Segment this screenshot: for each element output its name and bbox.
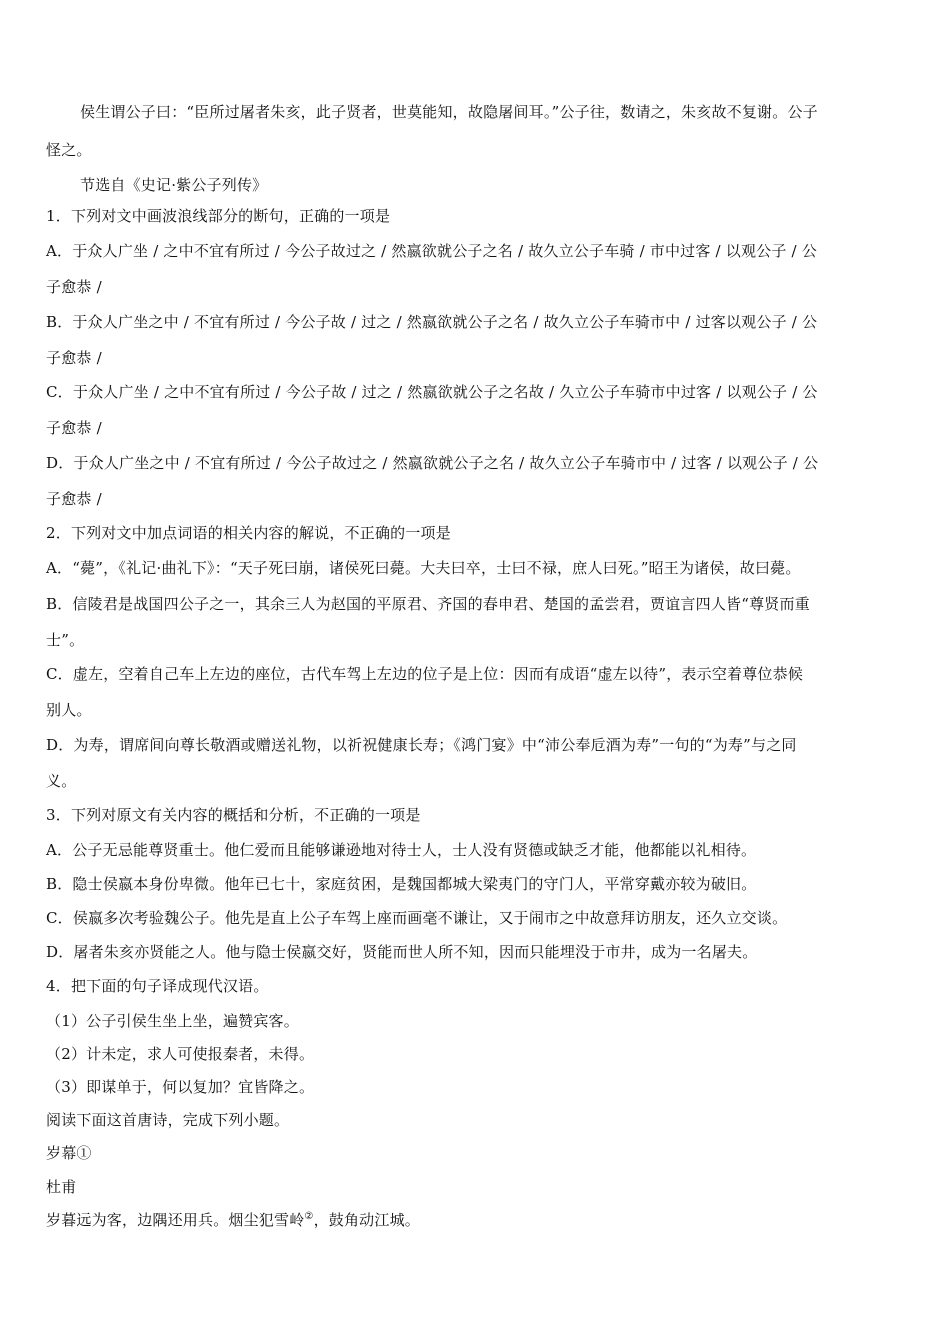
q1-option-a-cont: 子愈恭 / <box>46 278 102 296</box>
footnote-marker: ② <box>304 1211 314 1222</box>
q4-sentence-3: （3）即谋单于，何以复加？宜皆降之。 <box>46 1078 315 1096</box>
q2-option-c: C．虚左，空着自己车上左边的座位，古代车驾上左边的位子是上位：因而有成语“虚左以待”，表示空着尊位恭候 <box>46 665 804 683</box>
q4-sentence-2: （2）计未定，求人可使报秦者，未得。 <box>46 1045 315 1063</box>
poem-title: 岁幕① <box>46 1144 92 1162</box>
q3-option-c: C．侯嬴多次考验魏公子。他先是直上公子车驾上座而画毫不谦让，又于闹市之中故意拜访朋友，还久立交谈。 <box>46 909 788 927</box>
poem-author: 杜甫 <box>46 1178 77 1196</box>
q2-option-b: B．信陵君是战国四公子之一，其余三人为赵国的平原君、齐国的春申君、楚国的孟尝君，贾谊言四人皆“尊贤而重 <box>46 595 810 613</box>
q3-option-a: A．公子无忌能尊贤重士。他仁爱而且能够谦逊地对待士人，士人没有贤德或缺乏才能，他都能以礼相待。 <box>46 841 757 859</box>
passage-source: 节选自《史记·紫公子列传》 <box>80 176 268 194</box>
q1-option-d-cont: 子愈恭 / <box>46 490 102 508</box>
q1-option-b: B．于众人广坐之中 / 不宜有所过 / 今公子故 / 过之 / 然嬴欲就公子之名 / 故久立公子车骑市中 / 过客以观公子 / 公 <box>46 313 818 331</box>
question-4-stem: 4．把下面的句子译成现代汉语。 <box>46 977 269 995</box>
question-2-stem: 2．下列对文中加点词语的相关内容的解说，不正确的一项是 <box>46 524 451 542</box>
passage-line: 侯生谓公子曰：“臣所过屠者朱亥，此子贤者，世莫能知，故隐屠间耳。”公子往，数请之，朱亥故不复谢。公子 <box>80 103 818 121</box>
question-1-stem: 1．下列对文中画波浪线部分的断句，正确的一项是 <box>46 207 391 225</box>
q2-option-d-cont: 义。 <box>46 772 77 790</box>
q1-option-d: D．于众人广坐之中 / 不宜有所过 / 今公子故过之 / 然嬴欲就公子之名 / 故久立公子车骑市中 / 过客 / 以观公子 / 公 <box>46 454 819 472</box>
q2-option-a: A．“薨”，《礼记·曲礼下》：“天子死曰崩，诸侯死曰薨。大夫曰卒，士曰不禄，庶人曰死。”昭王为诸侯，故曰薨。 <box>46 559 801 577</box>
q4-sentence-1: （1）公子引侯生坐上坐，遍赞宾客。 <box>46 1012 299 1030</box>
poem-line-1-part-a: 岁暮远为客，边隅还用兵。烟尘犯雪岭 <box>46 1211 305 1229</box>
q2-option-c-cont: 别人。 <box>46 701 92 719</box>
poem-intro: 阅读下面这首唐诗，完成下列小题。 <box>46 1111 290 1129</box>
poem-line-1 <box>46 1210 420 1230</box>
q1-option-b-cont: 子愈恭 / <box>46 349 102 367</box>
q1-option-a: A．于众人广坐 / 之中不宜有所过 / 今公子故过之 / 然嬴欲就公子之名 / 故久立公子车骑 / 市中过客 / 以观公子 / 公 <box>46 242 817 260</box>
q1-option-c-cont: 子愈恭 / <box>46 419 102 437</box>
passage-line: 怪之。 <box>46 141 92 159</box>
q3-option-d: D．屠者朱亥亦贤能之人。他与隐士侯嬴交好，贤能而世人所不知，因而只能埋没于市井，成为一名屠夫。 <box>46 943 758 961</box>
question-3-stem: 3．下列对原文有关内容的概括和分析，不正确的一项是 <box>46 806 421 824</box>
q1-option-c: C．于众人广坐 / 之中不宜有所过 / 今公子故 / 过之 / 然嬴欲就公子之名故 / 久立公子车骑市中过客 / 以观公子 / 公 <box>46 383 818 401</box>
q3-option-b: B．隐士侯嬴本身份卑微。他年已七十，家庭贫困，是魏国都城大梁夷门的守门人，平常穿戴亦较为破旧。 <box>46 875 757 893</box>
q2-option-d: D．为寿，谓席间向尊长敬酒或赠送礼物，以祈祝健康长寿；《鸿门宴》中“沛公奉卮酒为寿”一句的“为寿”与之同 <box>46 736 797 754</box>
poem-line-1-part-b: ，鼓角动江城。 <box>313 1211 420 1229</box>
q2-option-b-cont: 士”。 <box>46 631 85 649</box>
